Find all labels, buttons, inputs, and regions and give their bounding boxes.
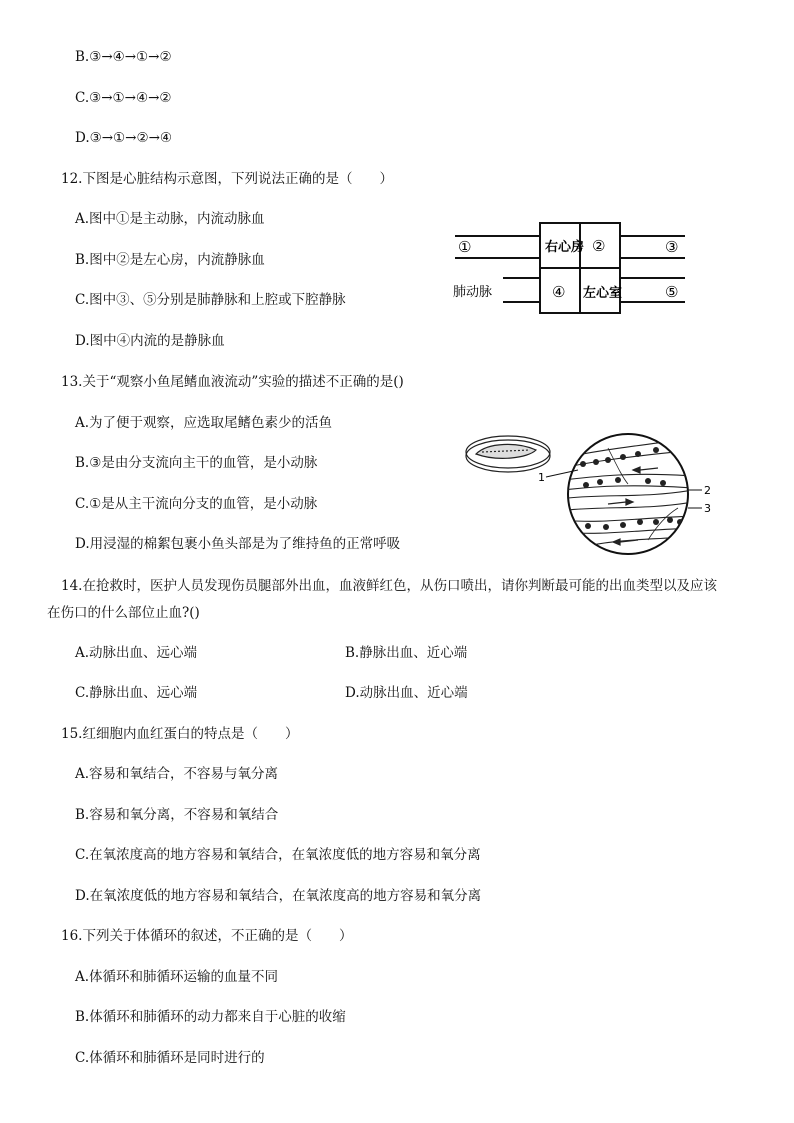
q16-stem: 16.下列关于体循环的叙述，不正确的是（ ）: [61, 928, 353, 944]
microscope-field: [563, 434, 693, 554]
figure-label-2: 2: [704, 484, 711, 497]
q15-option-b: B.容易和氧分离，不容易和氧结合: [75, 807, 279, 823]
diagram-label-pulmonary-artery: 肺动脉: [453, 285, 493, 300]
petri-dish-icon: [466, 436, 550, 472]
q16-option-c: C.体循环和肺循环是同时进行的: [75, 1050, 265, 1066]
q14-stem-line2: 在伤口的什么部位止血?(): [47, 605, 200, 621]
q14-option-a: A.动脉出血、远心端: [75, 645, 198, 661]
q15-option-a: A.容易和氧结合，不容易与氧分离: [75, 766, 279, 782]
heart-structure-diagram: [445, 218, 695, 320]
diagram-label-4: ④: [552, 283, 566, 301]
q13-option-a: A.为了便于观察，应选取尾鳍色素少的活鱼: [75, 415, 333, 431]
q13-option-c: C.①是从主干流向分支的血管，是小动脉: [75, 496, 318, 512]
figure-label-1: 1: [538, 471, 545, 484]
q15-stem: 15.红细胞内血红蛋白的特点是（ ）: [61, 726, 299, 742]
diagram-label-right-atrium: 右心房: [545, 240, 585, 255]
q16-option-b: B.体循环和肺循环的动力都来自于心脏的收缩: [75, 1009, 346, 1025]
q14-option-b: B.静脉出血、近心端: [345, 645, 468, 661]
q12-option-d: D.图中④内流的是静脉血: [75, 333, 225, 349]
q12-option-b: B.图中②是左心房，内流静脉血: [75, 252, 265, 268]
figure-label-3: 3: [704, 502, 711, 515]
q13-option-b: B.③是由分支流向主干的血管，是小动脉: [75, 455, 318, 471]
q13-option-d: D.用浸湿的棉絮包裹小鱼头部是为了维持鱼的正常呼吸: [75, 536, 401, 552]
diagram-label-3: ③: [665, 238, 679, 256]
diagram-label-left-ventricle: 左心室: [583, 286, 623, 301]
q13-stem: 13.关于“观察小鱼尾鳍血液流动”实验的描述不正确的是(): [61, 374, 404, 390]
q14-option-c: C.静脉出血、远心端: [75, 685, 198, 701]
q12-stem: 12.下图是心脏结构示意图，下列说法正确的是（ ）: [61, 171, 393, 187]
q15-option-d: D.在氧浓度低的地方容易和氧结合，在氧浓度高的地方容易和氧分离: [75, 888, 482, 904]
q16-option-a: A.体循环和肺循环运输的血量不同: [75, 969, 279, 985]
q15-option-c: C.在氧浓度高的地方容易和氧结合，在氧浓度低的地方容易和氧分离: [75, 847, 481, 863]
q14-option-d: D.动脉出血、近心端: [345, 685, 468, 701]
diagram-label-2: ②: [592, 237, 606, 255]
q12-option-a: A.图中①是主动脉，内流动脉血: [75, 211, 265, 227]
q11-option-c: C.③→①→④→②: [75, 90, 172, 106]
diagram-label-5: ⑤: [665, 283, 679, 301]
q11-option-d: D.③→①→②→④: [75, 130, 172, 146]
q12-option-c: C.图中③、⑤分别是肺静脉和上腔或下腔静脉: [75, 292, 346, 308]
q14-stem-line1: 14.在抢救时，医护人员发现伤员腿部外出血，血液鲜红色，从伤口喷出，请你判断最可能的出血类型以及应该: [61, 578, 717, 594]
fish-tail-blood-flow-figure: [458, 428, 718, 556]
diagram-label-1: ①: [458, 238, 472, 256]
q11-option-b: B.③→④→①→②: [75, 49, 172, 65]
